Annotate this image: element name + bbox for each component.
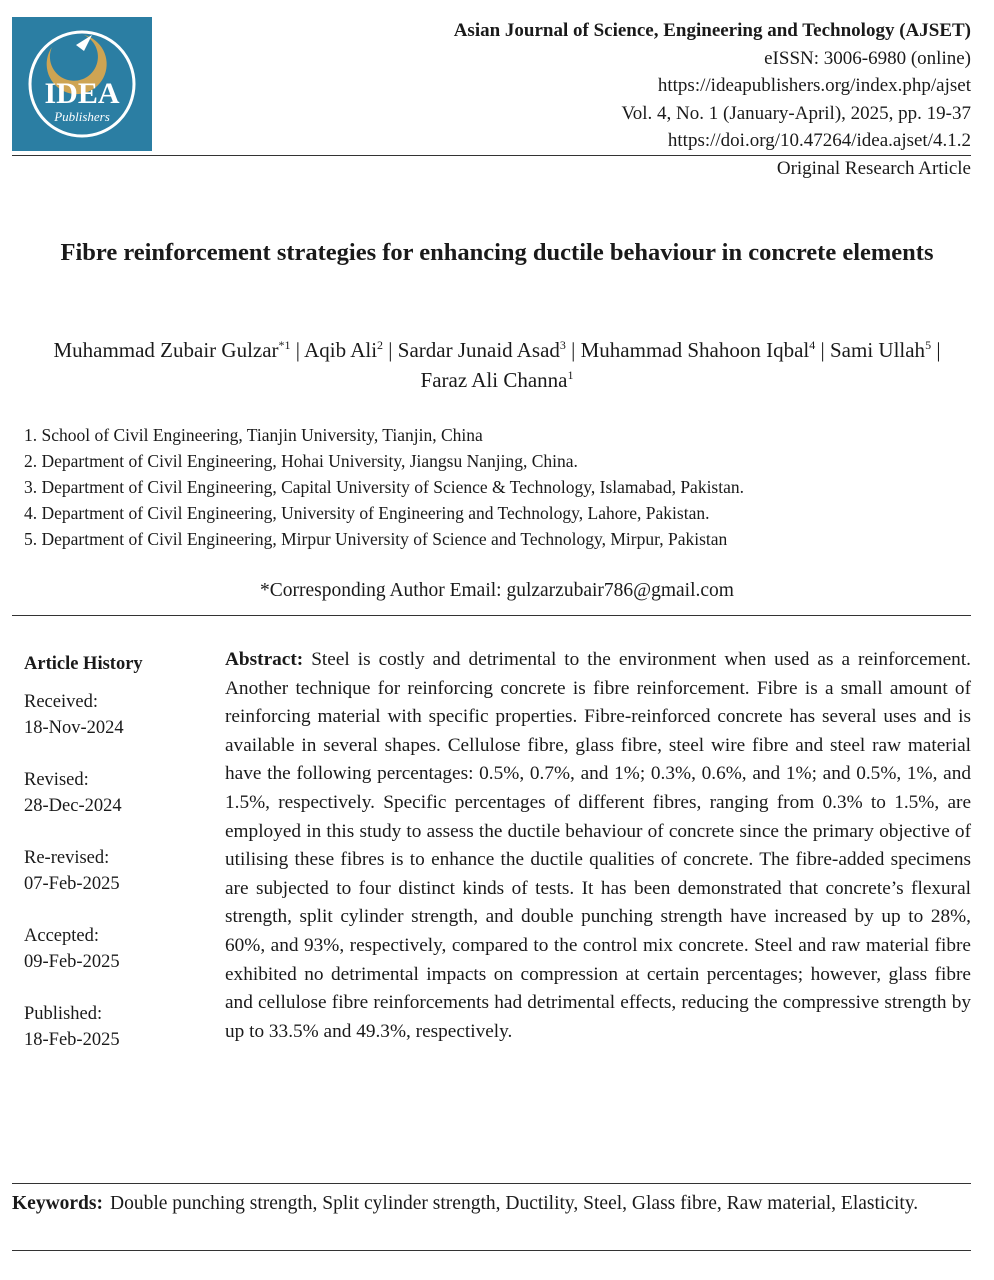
keywords-label: Keywords: <box>12 1193 103 1214</box>
history-heading: Article History <box>24 654 143 674</box>
author-name: Sardar Junaid Asad <box>397 338 560 362</box>
article-history <box>24 654 143 1079</box>
abstract-label: Abstract: <box>225 649 304 670</box>
keywords-rule-bottom <box>12 1250 971 1251</box>
author-separator: | <box>388 338 393 362</box>
abstract-text: Steel is costly and detrimental to the environment when used as a reinforcement. Another technique for reinforcing concrete is fibre reinforcement. Fibre is a small amount of reinforcing material with specific properties. Fibre-reinforced concrete has several uses and is available in several shapes. Cellulose fibre, glass fibre, steel wire fibre and steel raw material have the following percentages: 0.5%, 0.7%, and 1%; 0.3%, 0.6%, and 1%; and 0.5%, 1%, and 1.5%, respectively. Specific percentages of different fibres, ranging from 0.3% to 1.5%, are employed in this study to assess the ductile behaviour of concrete since the primary objective of utilising these fibres is to enhance the ductile qualities of concrete. The fibre-added specimens are subjected to four distinct kinds of tests. It has been demonstrated that concrete’s flexural strength, split cylinder strength, and double punching strength have increased by up to 28%, 60%, and 93%, respectively, compared to the control mix concrete. Steel and raw material fibre exhibited no detrimental impacts on compression at certain percentages; however, glass fibre and cellulose fibre reinforcements had detrimental effects, reducing the compressive strength by up to 33.5% and 49.3%, respectively. <box>225 649 971 1042</box>
history-label: Received: <box>24 692 98 712</box>
journal-title: Asian Journal of Science, Engineering and Technology (AJSET) <box>453 20 971 41</box>
keywords-text: Double punching strength, Split cylinder strength, Ductility, Steel, Glass fibre, Raw material, Elasticity. <box>110 1193 919 1214</box>
author-sup: 1 <box>567 368 574 382</box>
author-sup: *1 <box>278 338 291 352</box>
keywords-rule-top <box>12 1183 971 1184</box>
history-entry <box>24 1001 143 1053</box>
logo-brand: IDEA <box>44 77 120 110</box>
history-date: 07-Feb-2025 <box>24 874 120 894</box>
affiliation-item: 4. Department of Civil Engineering, University of Engineering and Technology, Lahore, Pakistan. <box>24 503 710 523</box>
header-rule <box>12 155 971 156</box>
section-rule <box>12 615 971 616</box>
corresponding-author: *Corresponding Author Email: gulzarzubair786@gmail.com <box>260 580 734 601</box>
author-sup: 2 <box>377 338 384 352</box>
history-entry <box>24 689 143 741</box>
author-separator: | <box>820 338 825 362</box>
affiliation-item: 3. Department of Civil Engineering, Capital University of Science & Technology, Islamabad, Pakistan. <box>24 477 744 497</box>
history-date: 18-Nov-2024 <box>24 718 124 738</box>
paper-title: Fibre reinforcement strategies for enhancing ductile behaviour in concrete elements <box>60 239 934 266</box>
keywords <box>12 1190 971 1219</box>
doi-link[interactable]: https://doi.org/10.47264/idea.ajset/4.1.2 <box>667 130 971 151</box>
logo-sub: Publishers <box>54 109 110 124</box>
publisher-logo <box>12 17 152 151</box>
affiliation-item: 2. Department of Civil Engineering, Hohai University, Jiangsu Nanjing, China. <box>24 451 578 471</box>
volume-info: Vol. 4, No. 1 (January-April), 2025, pp. 19-37 <box>621 102 971 124</box>
author-sup: 5 <box>925 338 932 352</box>
author-separator: | <box>295 338 301 362</box>
author-name: Aqib Ali <box>304 338 378 362</box>
article-type: Original Research Article <box>776 158 971 179</box>
journal-header <box>454 17 971 155</box>
history-entry <box>24 923 143 975</box>
abstract <box>225 646 971 1046</box>
history-entry <box>24 767 143 819</box>
author-separator: | <box>571 338 576 362</box>
history-label: Revised: <box>24 770 89 790</box>
author-name: Sami Ullah <box>829 338 926 362</box>
history-date: 18-Feb-2025 <box>24 1030 120 1050</box>
affiliation-item: 5. Department of Civil Engineering, Mirpur University of Science and Technology, Mirpur, Pakistan <box>24 529 728 549</box>
eissn: eISSN: 3006-6980 (online) <box>764 47 971 69</box>
history-date: 28-Dec-2024 <box>24 796 122 816</box>
journal-url[interactable]: https://ideapublishers.org/index.php/ajset <box>657 75 971 96</box>
history-entry <box>24 845 143 897</box>
author-sup: 3 <box>559 338 566 352</box>
history-label: Accepted: <box>24 926 99 946</box>
author-name: Faraz Ali Channa <box>420 368 568 392</box>
affiliation-list <box>24 422 744 552</box>
author-name: Muhammad Zubair Gulzar <box>53 338 279 362</box>
affiliation-item: 1. School of Civil Engineering, Tianjin University, Tianjin, China <box>24 425 483 445</box>
history-label: Published: <box>24 1004 103 1024</box>
history-label: Re-revised: <box>24 848 110 868</box>
history-date: 09-Feb-2025 <box>24 952 120 972</box>
author-separator: | <box>936 338 941 362</box>
author-list <box>30 335 964 395</box>
author-name: Muhammad Shahoon Iqbal <box>580 338 810 362</box>
author-sup: 4 <box>809 338 816 352</box>
